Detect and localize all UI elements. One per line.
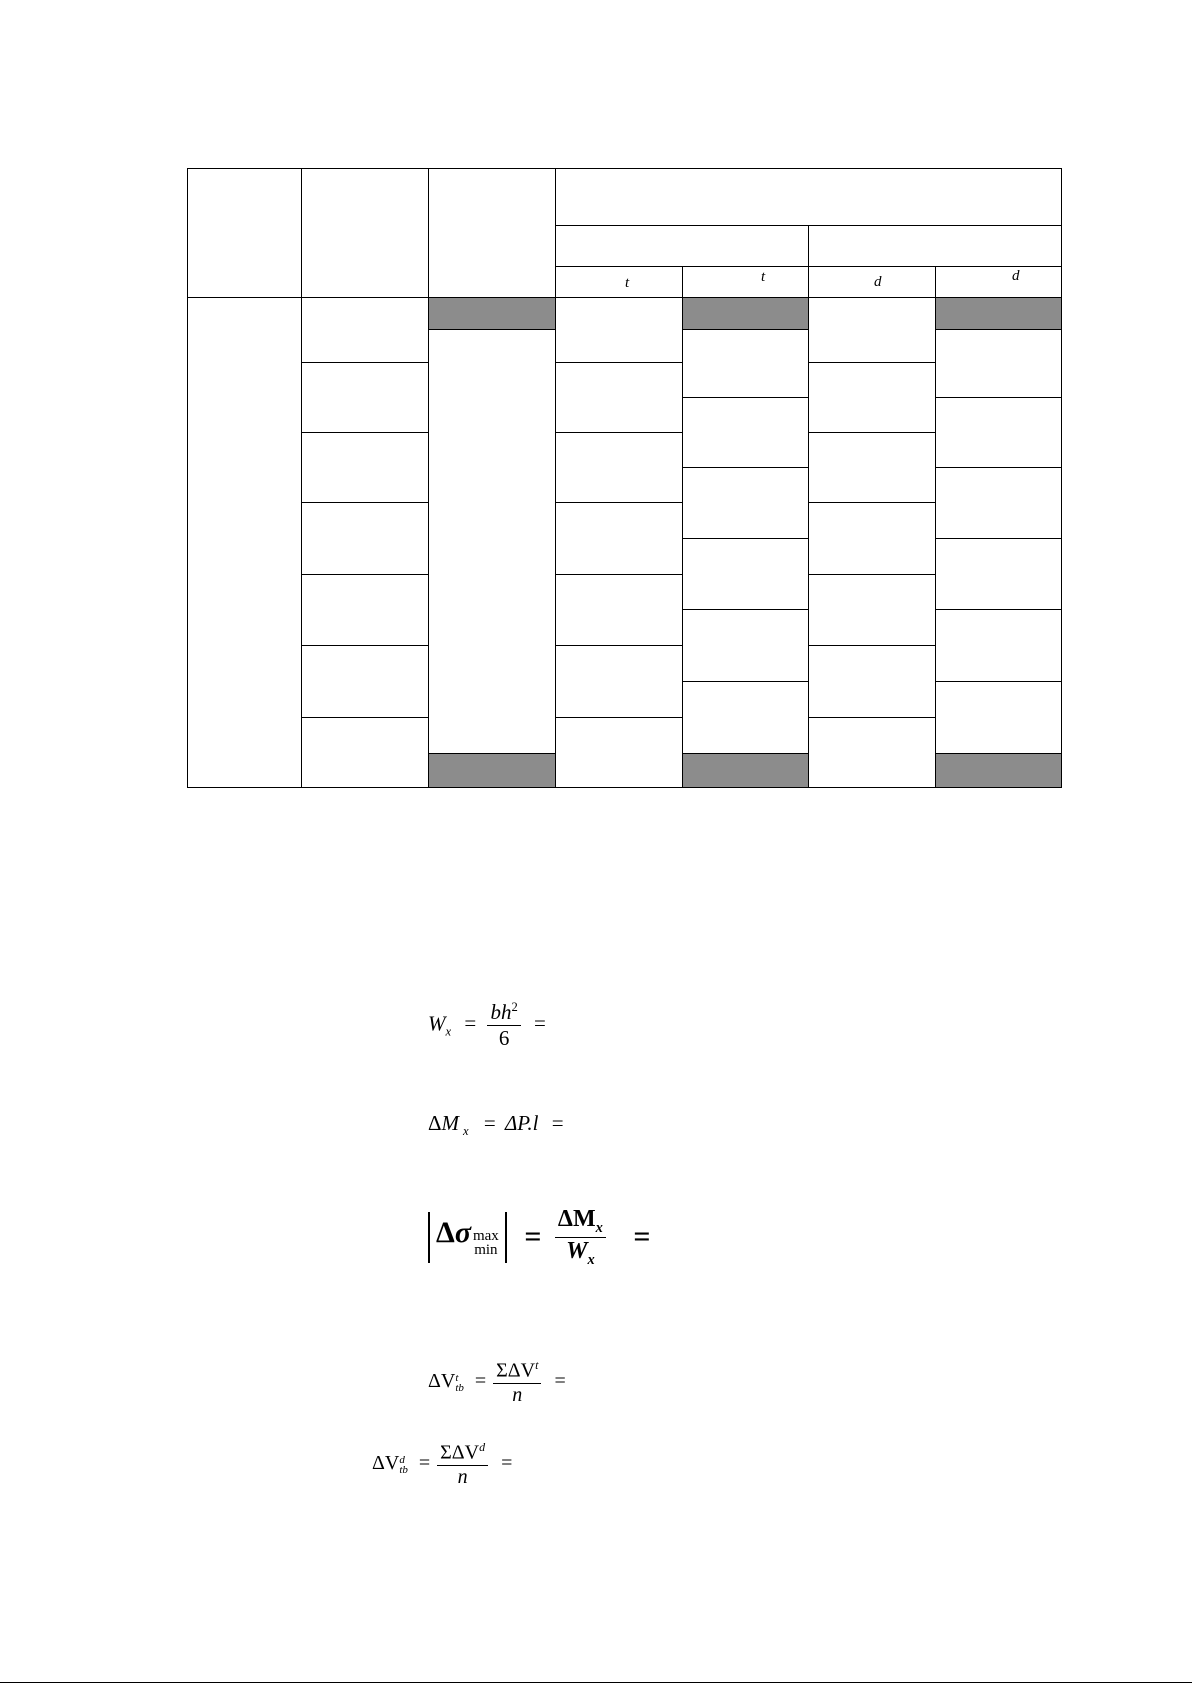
header-cell-col4 — [555, 266, 683, 298]
formula-equals: = — [483, 1111, 496, 1135]
formula-symbol: M — [441, 1111, 460, 1135]
header-var-d-1: d — [874, 274, 882, 290]
fraction-superscript: d — [479, 1440, 486, 1454]
fraction-superscript: t — [535, 1358, 539, 1372]
formula-equals: = — [418, 1451, 431, 1474]
formula-subscript: tb — [399, 1463, 408, 1476]
shaded-cell — [428, 297, 556, 330]
limit-max: max — [472, 1227, 499, 1244]
table-cell — [301, 574, 429, 646]
table-cell — [808, 717, 936, 788]
table-cell — [555, 574, 683, 646]
header-cell-subgroup-d — [808, 225, 1062, 267]
table-cell — [301, 297, 429, 363]
table-cell — [935, 681, 1062, 754]
formula-limits — [473, 1229, 499, 1257]
table-cell — [808, 362, 936, 433]
table-cell — [555, 717, 683, 788]
page-bottom-rule — [0, 1682, 1192, 1683]
fraction-numerator: ΣΔV — [496, 1359, 536, 1382]
header-var-t-1: t — [625, 275, 630, 291]
header-cell-group — [555, 168, 1062, 226]
formula-symbol: ΔV — [428, 1369, 456, 1392]
formula-fraction — [437, 1440, 488, 1489]
header-cell-col1 — [187, 168, 302, 298]
header-cell-subgroup-t — [555, 225, 809, 267]
fraction-subscript: x — [595, 1219, 603, 1236]
table-cell — [808, 297, 936, 363]
formula-subscript: tb — [455, 1381, 464, 1394]
table-cell — [555, 645, 683, 718]
table-cell — [301, 362, 429, 433]
table-cell — [808, 502, 936, 575]
formula-delta: Δ — [428, 1111, 442, 1135]
table-cell — [935, 538, 1062, 610]
formula-equals: = — [554, 1369, 566, 1392]
limit-min: min — [474, 1241, 498, 1258]
formula-subscript: x — [463, 1124, 469, 1139]
shaded-cell — [682, 297, 809, 330]
table-cell — [808, 432, 936, 503]
fraction-denominator: 6 — [487, 1025, 520, 1051]
table-cell — [808, 645, 936, 718]
header-cell-col2 — [301, 168, 429, 298]
fraction-numerator: bh — [490, 1000, 512, 1024]
header-cell-col5 — [682, 266, 809, 298]
table-cell — [555, 362, 683, 433]
formula-rhs: ΔP.l — [504, 1111, 539, 1135]
formula-section-modulus — [428, 1000, 546, 1051]
shaded-cell — [682, 753, 809, 788]
table-cell — [682, 397, 809, 468]
header-cell-col7 — [935, 266, 1062, 298]
table-cell — [555, 297, 683, 363]
formula-fraction — [555, 1206, 606, 1269]
table-cell — [935, 609, 1062, 682]
table-cell — [301, 645, 429, 718]
formula-equals: = — [633, 1220, 651, 1254]
header-cell-col6 — [808, 266, 936, 298]
formula-delta: Δ — [436, 1215, 455, 1249]
formula-symbol: ΔV — [372, 1451, 400, 1474]
table-cell — [682, 609, 809, 682]
shaded-cell — [935, 753, 1062, 788]
formula-average-t — [428, 1358, 566, 1407]
table-cell — [301, 432, 429, 503]
formula-average-d — [372, 1440, 512, 1489]
formula-sup-sub — [399, 1455, 408, 1475]
formula-equals: = — [501, 1451, 513, 1474]
fraction-superscript: 2 — [511, 1000, 518, 1014]
table-cell — [682, 681, 809, 754]
header-var-t-2: t — [761, 269, 766, 285]
formula-equals: = — [464, 1011, 477, 1036]
formula-sigma: σ — [454, 1215, 471, 1249]
table-cell — [935, 397, 1062, 468]
fraction-denominator: W — [566, 1237, 588, 1264]
fraction-denominator: n — [437, 1465, 488, 1489]
table-cell — [935, 467, 1062, 539]
fraction-subscript: x — [587, 1251, 595, 1268]
table-cell — [301, 502, 429, 575]
formula-fraction — [487, 1000, 520, 1051]
formula-sup-sub — [455, 1373, 464, 1393]
table-cell-merged — [428, 329, 556, 754]
header-var-d-2: d — [1012, 268, 1020, 284]
absolute-value-bars — [428, 1212, 507, 1263]
body-cell-col1-merged — [187, 297, 302, 788]
formula-equals: = — [474, 1369, 487, 1392]
table-cell — [808, 574, 936, 646]
table-cell — [682, 329, 809, 398]
fraction-numerator: ΔM — [557, 1206, 596, 1232]
formula-stress — [428, 1206, 650, 1269]
formula-symbol: W — [428, 1011, 446, 1036]
table-cell — [555, 502, 683, 575]
table-cell — [682, 467, 809, 539]
formula-moment — [428, 1111, 564, 1139]
shaded-cell — [935, 297, 1062, 330]
formula-subscript: x — [445, 1024, 452, 1039]
formula-fraction — [493, 1358, 541, 1407]
formula-superscript: t — [455, 1371, 459, 1384]
table-cell — [301, 717, 429, 788]
formula-equals: = — [551, 1111, 564, 1135]
fraction-denominator: n — [493, 1383, 541, 1407]
fraction-numerator: ΣΔV — [440, 1441, 480, 1464]
formula-superscript: d — [399, 1453, 405, 1466]
shaded-cell — [428, 753, 556, 788]
formula-equals: = — [524, 1220, 542, 1254]
header-cell-col3 — [428, 168, 556, 298]
table-cell — [555, 432, 683, 503]
table-cell — [682, 538, 809, 610]
formula-equals: = — [533, 1011, 546, 1036]
table-cell — [935, 329, 1062, 398]
